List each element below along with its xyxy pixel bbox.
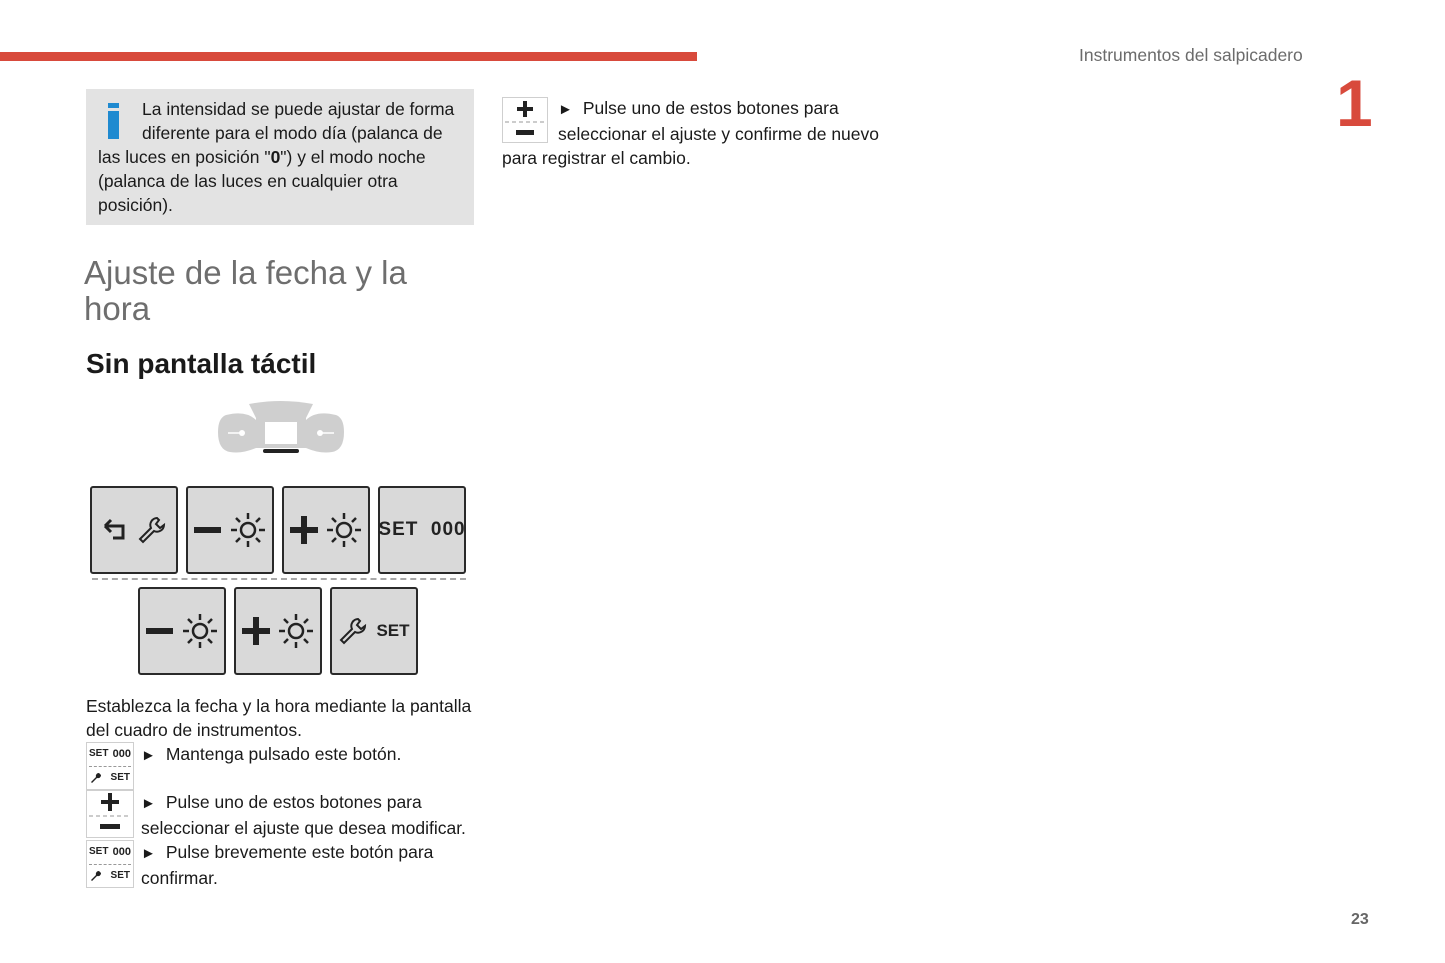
wrench-icon [137, 515, 167, 545]
instructions [86, 694, 486, 890]
instruction-step [86, 742, 486, 790]
wrench-icon [90, 870, 102, 882]
instruction-step [86, 790, 486, 840]
page-number: 23 [1351, 911, 1369, 928]
plus-icon [290, 516, 318, 544]
section-title: Ajuste de la fecha y la hora [84, 254, 407, 327]
plus-icon [242, 617, 270, 645]
wrench-icon [90, 772, 102, 784]
set-000-set-icon: SET 000 SET [86, 840, 134, 888]
back-arrow-icon [101, 518, 129, 542]
info-text-1: La intensidad se puede ajustar de forma diferente para el modo día (palanca de las luces en posición " [98, 99, 455, 167]
right-column-step [502, 96, 902, 170]
sun-icon [182, 613, 218, 649]
sun-icon [230, 512, 266, 548]
chapter-number: 1 [1336, 66, 1373, 140]
section-subtitle: Sin pantalla táctil [86, 348, 317, 379]
plus-minus-icon [86, 790, 134, 838]
set-000-label: SET 000 [378, 519, 466, 540]
minus-icon [146, 627, 174, 635]
chapter-title: Instrumentos del salpicadero [1079, 45, 1303, 65]
right-column-text: Pulse uno de estos botones para seleccionar el ajuste y confirme de nuevo para registrar el cambio. [502, 98, 880, 168]
plus-minus-icon [502, 97, 548, 143]
sun-icon [278, 613, 314, 649]
bullet-arrow: ► [141, 795, 156, 812]
step-text: Mantenga pulsado este botón. [165, 744, 402, 764]
set-000-button[interactable] [378, 486, 466, 574]
brightness-minus-button-alt[interactable] [138, 587, 226, 675]
sun-icon [326, 512, 362, 548]
info-text-bold: 0 [270, 147, 281, 167]
instruction-step [86, 840, 486, 890]
bullet-arrow: ► [141, 747, 156, 764]
brightness-plus-button-alt[interactable] [234, 587, 322, 675]
info-text-2: ") y el modo noche (palanca de las luces en cualquier otra posición). [98, 147, 426, 215]
dashed-divider [92, 578, 466, 580]
set-label: SET [376, 621, 410, 640]
bullet-arrow: ► [141, 845, 156, 862]
step-text: Pulse uno de estos botones para seleccionar el ajuste que desea modificar. [141, 792, 466, 838]
brightness-minus-button[interactable] [186, 486, 274, 574]
header-accent-bar [0, 52, 697, 61]
info-box [86, 89, 474, 225]
set-000-set-icon: SET 000 SET [86, 742, 134, 790]
step-text: Pulse brevemente este botón para confirmar. [141, 842, 434, 888]
wrench-icon [338, 616, 368, 646]
brightness-plus-button[interactable] [282, 486, 370, 574]
bullet-arrow: ► [558, 101, 573, 118]
minus-icon [194, 526, 222, 534]
instructions-intro: Establezca la fecha y la hora mediante la pantalla del cuadro de instrumentos. [86, 696, 472, 740]
back-settings-button[interactable] [90, 486, 178, 574]
info-icon [106, 97, 128, 141]
settings-set-button[interactable] [330, 587, 418, 675]
instrument-cluster-icon [216, 400, 346, 456]
